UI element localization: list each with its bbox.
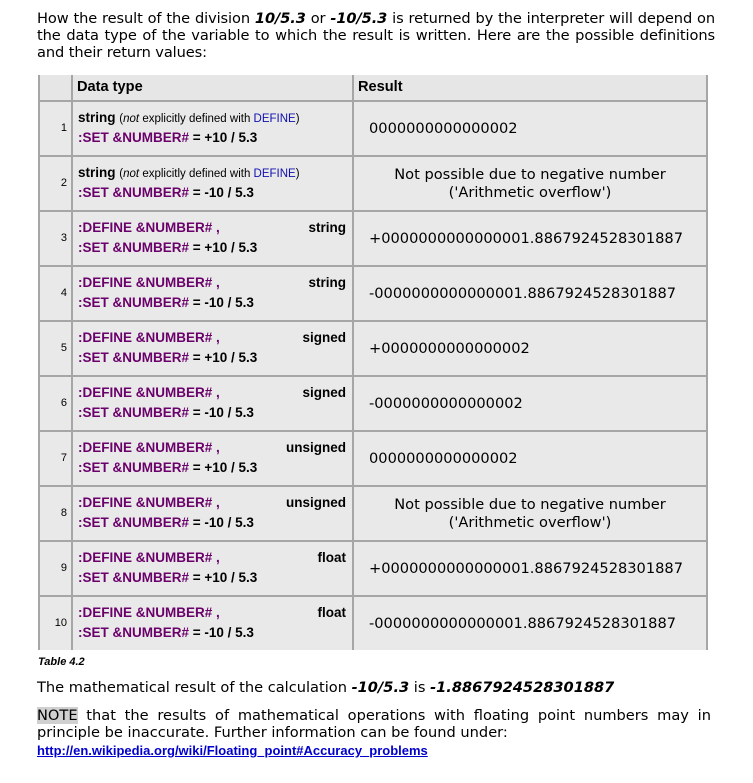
type-name: string [308,275,346,290]
math-result-text: is [409,679,431,696]
set-statement [78,350,257,365]
table-row [38,267,708,320]
set-variable: :SET &NUMBER# [78,350,193,365]
row-number-cell [40,597,71,650]
type-line [78,110,300,125]
table-row [38,542,708,595]
type-name: signed [302,330,346,345]
set-expression: = -10 / 5.3 [192,515,254,530]
row-number-cell [40,267,71,320]
set-statement [78,460,257,475]
set-statement [78,295,254,310]
data-type-table [38,75,708,650]
row-number: 6 [60,397,67,409]
note-not: not [123,168,140,180]
intro-text: or [305,10,331,27]
data-type-cell [73,102,352,155]
set-expression: = -10 / 5.3 [192,295,254,310]
data-type-cell [73,487,352,540]
row-number-cell [40,487,71,540]
intro-expression-positive: 10/5.3 [254,10,306,27]
set-statement [78,240,257,255]
implicit-note [119,168,299,180]
row-number: 7 [60,452,67,464]
define-keyword: DEFINE [253,113,296,125]
result-cell [354,432,706,485]
define-keyword: DEFINE [253,168,296,180]
result-multiline [354,496,706,532]
result-value: 0000000000000002 [369,120,518,137]
set-variable: :SET &NUMBER# [78,130,193,145]
data-type-cell [73,267,352,320]
define-statement: :DEFINE &NUMBER# , [78,440,220,455]
row-number: 5 [60,342,67,354]
table-row [38,487,708,540]
result-line: Not possible due to negative number [394,166,666,183]
set-variable: :SET &NUMBER# [78,570,193,585]
type-name: float [317,605,346,620]
set-expression: = -10 / 5.3 [192,405,254,420]
define-statement: :DEFINE &NUMBER# , [78,385,220,400]
note-middle: explicitly defined with [139,168,254,180]
header-result-label: Result [358,79,403,95]
set-expression: = +10 / 5.3 [192,460,258,475]
row-number: 9 [60,562,67,574]
row-number-cell [40,377,71,430]
set-expression: = -10 / 5.3 [192,625,254,640]
type-name: float [317,550,346,565]
table-caption: Table 4.2 [38,656,85,668]
table-row [38,157,708,210]
row-number: 10 [54,617,67,629]
row-number-cell [40,432,71,485]
math-result-text: The mathematical result of the calculation [37,679,352,696]
define-statement: :DEFINE &NUMBER# , [78,275,220,290]
set-expression: = +10 / 5.3 [192,130,258,145]
result-value: -0000000000000001.8867924528301887 [369,285,677,302]
result-cell [354,377,706,430]
result-cell [354,542,706,595]
data-type-cell [73,157,352,210]
result-value: +0000000000000002 [369,340,530,357]
set-expression: = +10 / 5.3 [192,570,258,585]
header-data-type-label: Data type [77,79,143,95]
data-type-cell [73,432,352,485]
result-multiline [354,166,706,202]
set-expression: = +10 / 5.3 [192,350,258,365]
set-statement [78,570,257,585]
row-number: 3 [60,232,67,244]
result-line: ('Arithmetic overflow') [448,184,612,201]
result-cell [354,322,706,375]
set-expression: = +10 / 5.3 [192,240,258,255]
note-paragraph [37,707,711,741]
set-statement [78,185,254,200]
note-not: not [123,113,140,125]
row-number: 8 [60,507,67,519]
result-cell [354,102,706,155]
result-line: Not possible due to negative number [394,496,666,513]
note-text: that the results of mathematical operations with floating point numbers may in principle be inaccurate. Further information can be found under: [37,707,711,741]
table-row [38,377,708,430]
note-paren: ( [119,113,124,125]
define-statement: :DEFINE &NUMBER# , [78,330,220,345]
intro-text: How the result of the division [37,10,255,27]
type-line [78,165,300,180]
intro-paragraph [37,10,715,61]
table-row [38,432,708,485]
type-name: string [78,165,116,180]
row-number: 4 [60,287,67,299]
math-result-expression: -10/5.3 [351,679,410,696]
header-number-cell [40,75,71,100]
table-row [38,322,708,375]
result-value: -0000000000000001.8867924528301887 [369,615,677,632]
data-type-cell [73,212,352,265]
table-row [38,597,708,650]
implicit-note [119,113,299,125]
set-variable: :SET &NUMBER# [78,240,193,255]
result-cell [354,487,706,540]
type-name: signed [302,385,346,400]
intro-expression-negative: -10/5.3 [330,10,388,27]
set-variable: :SET &NUMBER# [78,185,193,200]
result-value: +0000000000000001.8867924528301887 [369,230,683,247]
note-middle: explicitly defined with [139,113,254,125]
row-number-cell [40,322,71,375]
define-statement: :DEFINE &NUMBER# , [78,495,220,510]
define-statement: :DEFINE &NUMBER# , [78,220,220,235]
note-paren: ) [295,113,300,125]
row-number-cell [40,157,71,210]
row-number-cell [40,102,71,155]
type-name: string [78,110,116,125]
set-statement [78,405,254,420]
set-expression: = -10 / 5.3 [192,185,254,200]
row-number: 2 [60,177,67,189]
type-name: unsigned [286,495,346,510]
set-statement [78,625,254,640]
table-row [38,102,708,155]
result-cell [354,267,706,320]
data-type-cell [73,322,352,375]
row-number-cell [40,212,71,265]
define-statement: :DEFINE &NUMBER# , [78,605,220,620]
set-statement [78,130,257,145]
row-number-cell [40,542,71,595]
type-name: string [308,220,346,235]
result-line: ('Arithmetic overflow') [448,514,612,531]
math-result-value: -1.8867924528301887 [430,679,615,696]
data-type-cell [73,597,352,650]
result-value: 0000000000000002 [369,450,518,467]
header-result [354,75,706,100]
table-row [38,212,708,265]
math-result-sentence [37,679,614,696]
result-cell [354,157,706,210]
note-paren: ( [119,168,124,180]
note-paren: ) [295,168,300,180]
set-variable: :SET &NUMBER# [78,405,193,420]
result-cell [354,597,706,650]
header-data-type [73,75,352,100]
result-cell [354,212,706,265]
set-variable: :SET &NUMBER# [78,295,193,310]
set-variable: :SET &NUMBER# [78,460,193,475]
note-badge: NOTE [37,707,78,724]
set-variable: :SET &NUMBER# [78,515,193,530]
type-name: unsigned [286,440,346,455]
define-statement: :DEFINE &NUMBER# , [78,550,220,565]
floating-point-link[interactable]: http://en.wikipedia.org/wiki/Floating_point#Accuracy_problems [37,743,428,758]
set-statement [78,515,254,530]
set-variable: :SET &NUMBER# [78,625,193,640]
data-type-cell [73,542,352,595]
row-number: 1 [60,122,67,134]
data-type-cell [73,377,352,430]
result-value: -0000000000000002 [369,395,523,412]
result-value: +0000000000000001.8867924528301887 [369,560,683,577]
intro-text: is returned by the interpreter will depend on the data type of the variable to which the result is written. Here are the possible definitions and their return values: [37,10,715,61]
